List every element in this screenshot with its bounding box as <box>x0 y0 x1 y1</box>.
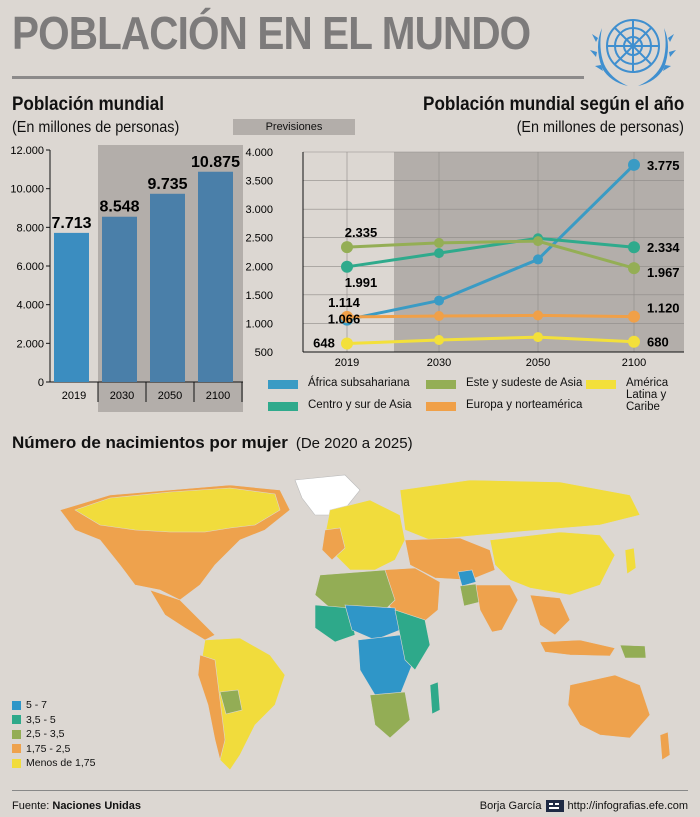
bar-value-label: 8.548 <box>99 198 140 216</box>
bar-y-tick-label: 8.000 <box>16 222 44 235</box>
map-heading <box>12 433 413 453</box>
map-legend-item <box>12 713 95 728</box>
series-point <box>341 241 353 253</box>
map-region-canada <box>75 488 280 532</box>
bar-x-tick-label: 2050 <box>157 390 183 402</box>
source-name: Naciones Unidas <box>52 800 142 812</box>
series-point <box>533 332 543 342</box>
map-legend-item <box>12 698 95 713</box>
map-region-india <box>476 585 518 632</box>
forecast-label: Previsiones <box>233 119 355 135</box>
map-legend-swatch <box>12 701 21 710</box>
legend-label: Centro y sur de Asia <box>308 399 412 411</box>
map-legend <box>12 698 95 771</box>
legend-swatch <box>586 380 616 389</box>
bar-value-label: 7.713 <box>51 214 92 232</box>
series-start-label: 1.114 <box>328 294 360 310</box>
map-region-southeast-asia <box>530 595 570 635</box>
map-region-australia <box>568 675 650 738</box>
map-subtitle: (De 2020 a 2025) <box>295 435 413 452</box>
legend-label: América Latina y Caribe <box>626 377 669 413</box>
bar-x-tick-label: 2030 <box>109 390 135 402</box>
line-x-tick-label: 2019 <box>334 357 360 369</box>
source-prefix: Fuente: <box>12 800 50 812</box>
bar <box>150 194 185 382</box>
map-legend-item <box>12 727 95 742</box>
series-point <box>628 159 640 171</box>
line-chart-title: Población mundial según el año <box>422 94 684 115</box>
map-region-southern-africa <box>370 692 410 738</box>
bar-y-tick-label: 6.000 <box>16 261 44 273</box>
map-legend-swatch <box>12 730 21 739</box>
map-region-new-zealand <box>660 732 670 760</box>
line-legend <box>268 377 698 417</box>
map-legend-label: 1,75 - 2,5 <box>26 742 71 755</box>
series-start-label: 1.991 <box>344 274 378 290</box>
series-point <box>434 335 444 345</box>
footer-rule <box>12 790 688 791</box>
un-emblem-icon <box>588 8 678 92</box>
series-start-label: 1.066 <box>327 311 361 327</box>
bar-chart-subtitle: (En millones de personas) <box>12 119 180 136</box>
series-point <box>628 241 640 253</box>
line-x-tick-label: 2100 <box>621 357 647 369</box>
bar-y-tick-label: 4.000 <box>16 299 44 312</box>
legend-label: Europa y norteamérica <box>466 399 583 411</box>
line-chart-subtitle: (En millones de personas) <box>516 119 684 136</box>
bar-x-tick-label: 2019 <box>61 390 87 402</box>
footer-source <box>12 800 141 812</box>
line-y-tick-label: 1.000 <box>245 318 273 331</box>
series-end-label: 680 <box>647 334 669 350</box>
efe-logo-icon <box>546 800 564 812</box>
legend-item <box>426 377 582 389</box>
series-end-label: 1.967 <box>647 265 680 281</box>
bar-y-tick-label: 12.000 <box>10 145 44 157</box>
line-y-tick-label: 1.500 <box>245 289 273 302</box>
series-end-label: 2.334 <box>647 240 680 256</box>
legend-swatch <box>268 380 298 389</box>
line-y-tick-label: 2.500 <box>245 232 273 245</box>
map-legend-swatch <box>12 744 21 753</box>
bar-y-tick-label: 0 <box>37 377 44 389</box>
map-legend-item <box>12 742 95 757</box>
author: Borja García <box>479 800 542 812</box>
series-point <box>533 236 543 246</box>
map-legend-label: 2,5 - 3,5 <box>26 728 65 740</box>
bar-value-label: 9.735 <box>147 175 188 193</box>
line-y-tick-label: 3.000 <box>245 204 273 217</box>
footer-credits <box>480 800 688 812</box>
line-x-tick-label: 2030 <box>426 357 452 369</box>
map-legend-swatch <box>12 715 21 724</box>
population-bar-chart <box>0 140 250 415</box>
series-point <box>434 296 444 306</box>
map-legend-label: Menos de 1,75 <box>26 757 96 769</box>
population-line-chart <box>245 140 700 370</box>
map-legend-label: 3,5 - 5 <box>26 713 56 726</box>
bar <box>198 172 233 382</box>
legend-label: Este y sudeste de Asia <box>466 377 583 389</box>
series-point <box>628 311 640 323</box>
series-point <box>628 262 640 274</box>
series-end-label: 1.120 <box>647 300 680 316</box>
bar-value-label: 10.875 <box>191 153 240 171</box>
series-point <box>434 248 444 258</box>
legend-item <box>586 377 698 413</box>
legend-swatch <box>426 402 456 411</box>
series-point <box>341 261 353 273</box>
line-y-tick-label: 3.500 <box>245 175 273 188</box>
line-y-tick-label: 2.000 <box>245 261 273 274</box>
legend-item <box>268 377 410 389</box>
series-start-label: 2.335 <box>344 225 378 241</box>
site-url: http://infografias.efe.com <box>567 800 688 812</box>
series-point <box>434 311 444 321</box>
map-region-north-africa <box>315 570 395 610</box>
line-y-tick-label: 4.000 <box>245 147 273 159</box>
bar <box>54 233 89 382</box>
bar-y-tick-label: 10.000 <box>10 183 44 196</box>
series-point <box>434 238 444 248</box>
legend-item <box>426 399 582 411</box>
legend-item <box>268 399 412 411</box>
map-region-russia <box>400 480 640 540</box>
line-y-tick-label: 500 <box>254 347 273 359</box>
legend-label: África subsahariana <box>308 377 410 389</box>
map-legend-swatch <box>12 759 21 768</box>
series-point <box>533 254 543 264</box>
title-rule <box>12 76 584 79</box>
bar-y-tick-label: 2.000 <box>16 338 44 351</box>
bar-x-tick-label: 2100 <box>205 390 231 402</box>
bar-chart-title: Población mundial <box>12 94 165 115</box>
map-region-japan <box>625 548 636 574</box>
map-legend-label: 5 - 7 <box>26 699 48 711</box>
map-region-indonesia <box>540 640 615 656</box>
line-x-tick-label: 2050 <box>525 357 551 369</box>
series-line <box>347 315 634 316</box>
map-legend-item <box>12 756 95 771</box>
series-end-label: 3.775 <box>647 157 680 173</box>
legend-swatch <box>426 380 456 389</box>
series-point <box>341 338 353 350</box>
main-title: POBLACIÓN EN EL MUNDO <box>12 7 531 59</box>
fertility-world-map <box>40 470 680 785</box>
bar <box>102 217 137 382</box>
map-region-madagascar <box>430 682 440 714</box>
series-start-label: 648 <box>313 335 335 351</box>
legend-swatch <box>268 402 298 411</box>
series-point <box>533 310 543 320</box>
map-region-papua <box>620 645 646 658</box>
series-point <box>628 336 640 348</box>
map-title: Número de nacimientos por mujer <box>12 433 288 452</box>
